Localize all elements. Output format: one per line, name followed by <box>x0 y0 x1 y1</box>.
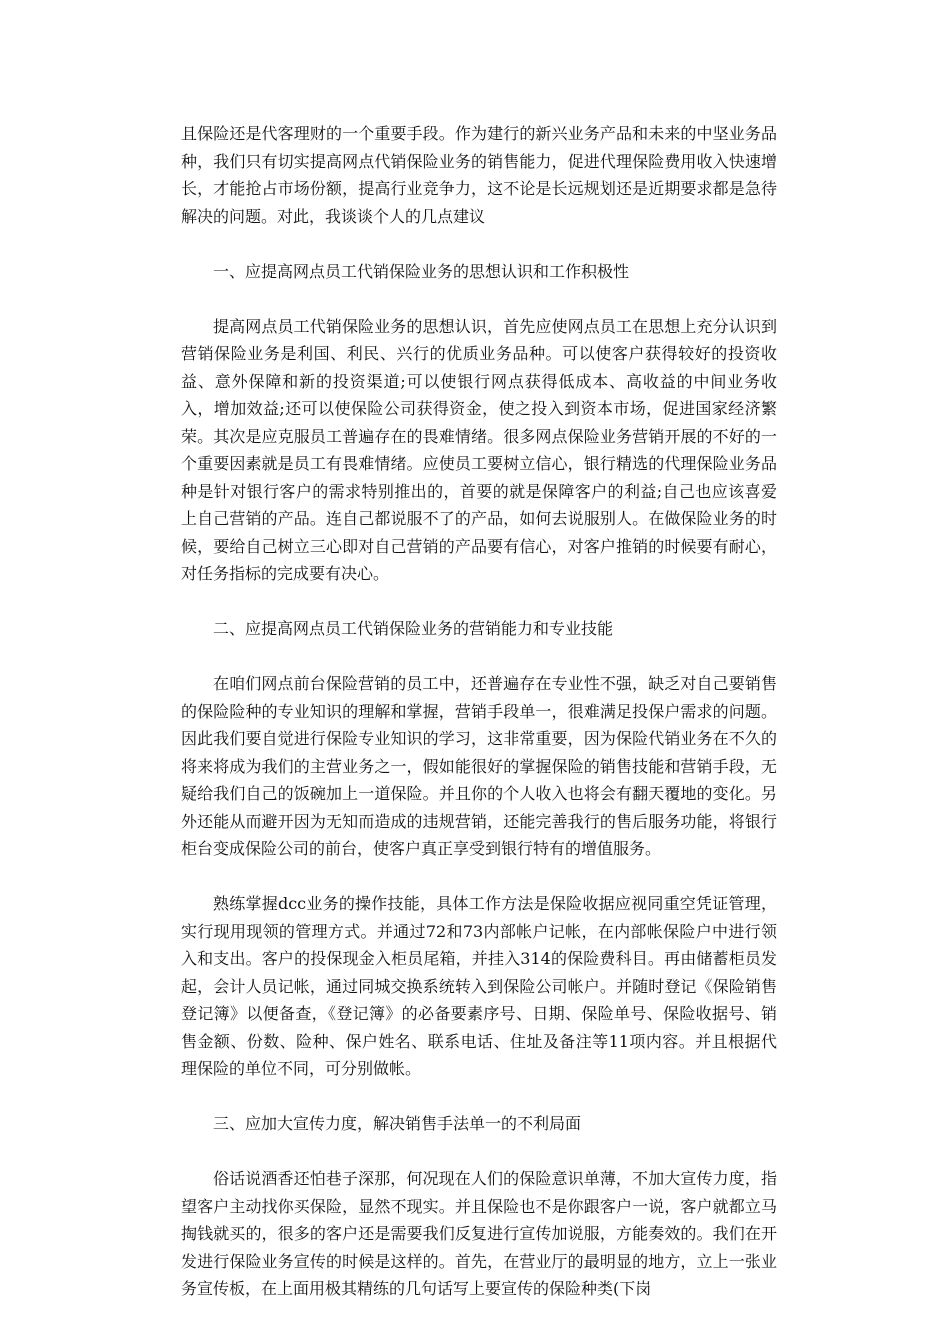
document-body <box>181 120 777 1303</box>
section-2-paragraph-2: 熟练掌握dcc业务的操作技能，具体工作方法是保险收据应视同重空凭证管理，实行现用现领的管理方式。并通过72和73内部帐户记帐，在内部帐保险户中进行领入和支出。客户的投保现金入柜员尾箱，并挂入314的保险费科目。再由储蓄柜员发起，会计人员记帐，通过同城交换系统转入到保险公司帐户。并随时登记《保险销售登记簿》以便备查，《登记簿》的必备要素序号、日期、保险单号、保险收据号、销售金额、份数、险种、保户姓名、联系电话、住址及备注等11项内容。并且根据代理保险的单位不同，可分别做帐。 <box>181 894 777 1078</box>
intro-paragraph: 且保险还是代客理财的一个重要手段。作为建行的新兴业务产品和未来的中坚业务品种，我们只有切实提高网点代销保险业务的销售能力，促进代理保险费用收入快速增长，才能抢占市场份额，提高行业竞争力，这不论是长远规划还是近期要求都是急待解决的问题。对此，我谈谈个人的几点建议 <box>181 124 777 226</box>
section-1-paragraph: 提高网点员工代销保险业务的思想认识，首先应使网点员工在思想上充分认识到营销保险业务是利国、利民、兴行的优质业务品种。可以使客户获得较好的投资收益、意外保障和新的投资渠道;可以使银行网点获得低成本、高收益的中间业务收入，增加效益;还可以使保险公司获得资金，使之投入到资本市场，促进国家经济繁荣。其次是应克服员工普遍存在的畏难情绪。很多网点保险业务营销开展的不好的一个重要因素就是员工有畏难情绪。应使员工要树立信心，银行精选的代理保险业务品种是针对银行客户的需求特别推出的，首要的就是保障客户的利益;自己也应该喜爱上自己营销的产品。连自己都说服不了的产品，如何去说服别人。在做保险业务的时候，要给自己树立三心即对自己营销的产品要有信心，对客户推销的时候要有耐心，对任务指标的完成要有决心。 <box>181 316 777 583</box>
section-heading-3: 三、应加大宣传力度，解决销售手法单一的不利局面 <box>213 1114 582 1133</box>
section-heading-1: 一、应提高网点员工代销保险业务的思想认识和工作积极性 <box>213 261 630 281</box>
section-2-paragraph-1: 在咱们网点前台保险营销的员工中，还普遍存在专业性不强，缺乏对自己要销售的保险险种的专业知识的理解和掌握，营销手段单一，很难满足投保户需求的问题。因此我们要自觉进行保险专业知识的学习，这非常重要，因为保险代销业务在不久的将来将成为我们的主营业务之一，假如能很好的掌握保险的销售技能和营销手段，无疑给我们自己的饭碗加上一道保险。并且你的个人收入也将会有翻天覆地的变化。另外还能从而避开因为无知而造成的违规营销，还能完善我行的售后服务功能，将银行柜台变成保险公司的前台，使客户真正享受到银行特有的增值服务。 <box>181 674 777 858</box>
section-heading-2: 二、应提高网点员工代销保险业务的营销能力和专业技能 <box>213 619 614 638</box>
section-3-paragraph: 俗话说酒香还怕巷子深那，何况现在人们的保险意识单薄，不加大宣传力度，指望客户主动找你买保险，显然不现实。并且保险也不是你跟客户一说，客户就都立马掏钱就买的，很多的客户还是需要我们反复进行宣传加说服，方能奏效的。我们在开发进行保险业务宣传的时候是这样的。首先，在营业厅的最明显的地方，立上一张业务宣传板，在上面用极其精练的几句话写上要宣传的保险种类(下岗 <box>181 1169 777 1298</box>
